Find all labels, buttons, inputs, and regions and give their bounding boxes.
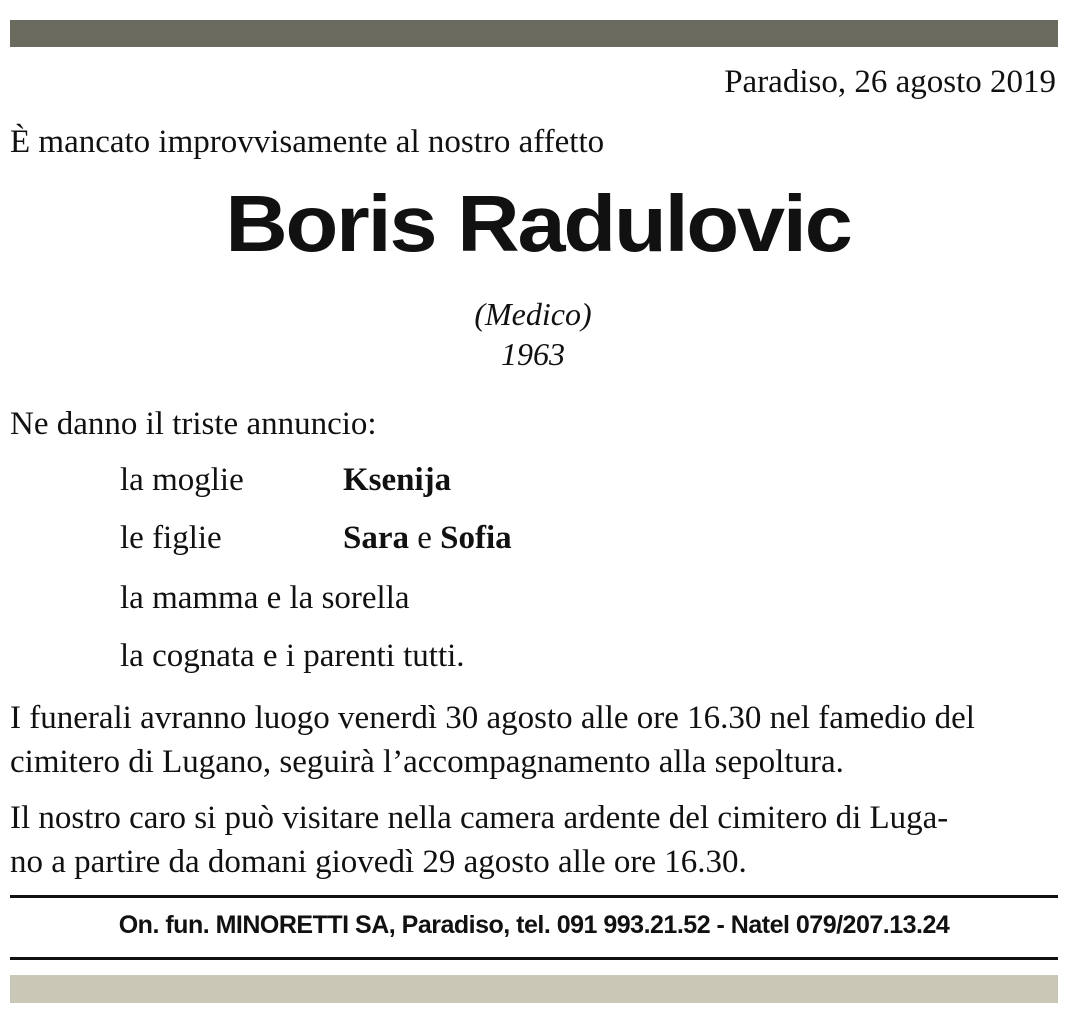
family-relation-relatives: la cognata e i parenti tutti. <box>120 638 465 674</box>
funeral-line-2: cimitero di Lugano, seguirà l’accompagnamento alla sepoltura. <box>10 744 844 780</box>
family-relation-daughters: le figlie <box>120 520 222 556</box>
visit-line-1: Il nostro caro si può visitare nella camera ardente del cimitero di Luga- <box>10 800 949 836</box>
deceased-birth-year: 1963 <box>501 336 565 372</box>
deceased-name: Boris Radulovic <box>225 179 851 268</box>
visit-line-2: no a partire da domani giovedì 29 agosto alle ore 16.30. <box>10 844 747 880</box>
funeral-paragraph <box>10 696 1066 784</box>
intro-text: È mancato improvvisamente al nostro affetto <box>10 124 605 160</box>
funeral-home-contact: On. fun. MINORETTI SA, Paradiso, tel. 091 993.21.52 - Natel 079/207.13.24 <box>118 911 950 939</box>
daughter-name-1: Sara <box>343 520 409 556</box>
footer-top-rule <box>10 895 1058 898</box>
conjunction: e <box>417 520 432 556</box>
daughter-name-2: Sofia <box>440 520 512 556</box>
announce-label: Ne danno il triste annuncio: <box>10 406 377 442</box>
funeral-line-1: I funerali avranno luogo venerdì 30 agosto alle ore 16.30 nel famedio del <box>10 700 975 736</box>
family-name-daughters <box>343 520 512 557</box>
family-relation-wife: la moglie <box>120 462 244 498</box>
bottom-decorative-bar <box>10 975 1058 1003</box>
deceased-profession: (Medico) <box>474 296 592 332</box>
footer-bottom-rule <box>10 957 1058 960</box>
family-relation-mother-sister: la mamma e la sorella <box>120 580 410 616</box>
visit-paragraph <box>10 796 1066 884</box>
announcement-date: Paradiso, 26 agosto 2019 <box>724 64 1056 100</box>
family-name-wife: Ksenija <box>343 462 452 498</box>
top-decorative-bar <box>10 20 1058 47</box>
